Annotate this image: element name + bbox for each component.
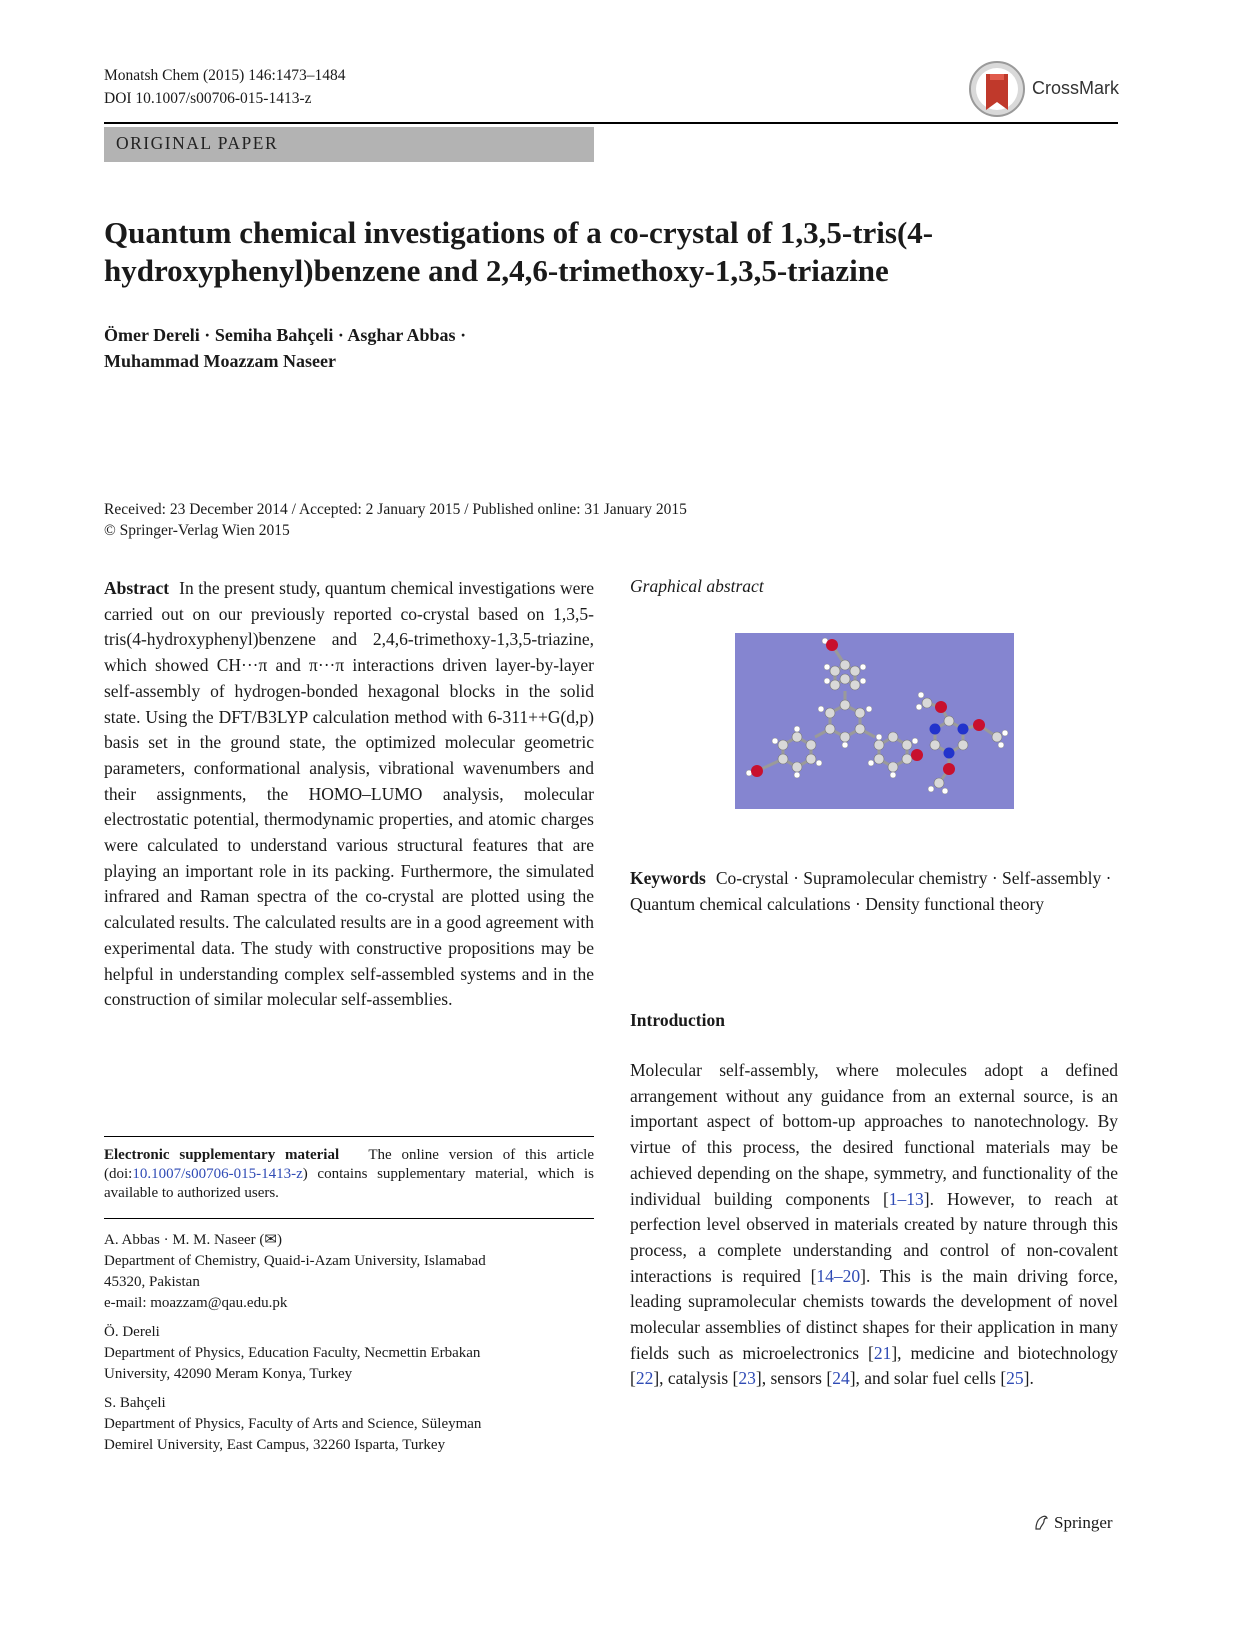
intro-text: ], medicine and biotechnology [	[630, 1342, 1118, 1389]
affiliation-block	[104, 1322, 594, 1385]
graphical-abstract-image	[735, 633, 1014, 809]
affiliation-line: Department of Physics, Faculty of Arts and Science, Süleyman	[104, 1416, 482, 1432]
citation-link[interactable]: 1–13	[888, 1188, 924, 1209]
springer-horse-icon	[1032, 1513, 1050, 1531]
publication-dates	[104, 499, 687, 541]
citation-link[interactable]: 23	[738, 1368, 756, 1389]
affiliation-line: Department of Chemistry, Quaid-i-Azam University, Islamabad	[104, 1253, 486, 1269]
intro-text: ], sensors [	[755, 1368, 833, 1389]
header-rule	[104, 122, 1118, 124]
affiliation-line: University, 42090 Meram Konya, Turkey	[104, 1366, 353, 1382]
crossmark-label: CrossMark	[1032, 78, 1120, 98]
affiliation-line: Demirel University, East Campus, 32260 Isparta, Turkey	[104, 1437, 446, 1453]
affiliation-email[interactable]: e-mail: moazzam@qau.edu.pk	[104, 1295, 288, 1311]
crossmark-icon	[968, 60, 1026, 118]
journal-citation: Monatsh Chem (2015) 146:1473–1484	[104, 67, 346, 84]
publisher-name: Springer	[1054, 1513, 1113, 1532]
intro-text: ], catalysis [	[653, 1368, 739, 1389]
doi: DOI 10.1007/s00706-015-1413-z	[104, 90, 312, 107]
esm-rule-top	[104, 1136, 594, 1137]
graphical-abstract-label: Graphical abstract	[630, 576, 764, 596]
keywords-section	[630, 866, 1118, 917]
dates-line: Received: 23 December 2014 / Accepted: 2 January 2015 / Published online: 31 January 2015	[104, 501, 687, 518]
citation-link[interactable]: 22	[635, 1368, 654, 1389]
molecule-illustration	[735, 633, 1014, 809]
article-type-bar	[104, 127, 594, 162]
paper-title: Quantum chemical investigations of a co-crystal of 1,3,5-tris(4-hydroxyphenyl)benzene and 2,4,6-trimethoxy-1,3,5-triazine	[104, 215, 934, 288]
esm-text-after: ) contains supplementary material, which is available to authorized users.	[104, 1166, 594, 1201]
journal-header	[104, 64, 346, 110]
intro-text: ]. However, to reach at perfection level observed in materials created by nature through this process, a complete understanding and control of non-covalent interactions is required [	[630, 1188, 1118, 1286]
abstract-paragraph	[104, 576, 594, 1013]
author[interactable]: Ömer Dereli	[104, 325, 200, 345]
affiliation-names: S. Bahçeli	[104, 1395, 166, 1411]
intro-text: Molecular self-assembly, where molecules adopt a defined arrangement without any guidance from an external source, is an important aspect of bottom-up approaches to nanotechnology. By virtue of this process, the desired functional materials may be achieved depending on the shape, symmetry, and functionality of the individual building components [	[630, 1060, 1118, 1209]
affiliation-block	[104, 1230, 594, 1314]
citation-link[interactable]: 21	[873, 1342, 892, 1363]
crossmark-badge[interactable]	[968, 60, 1118, 118]
abstract-text: In the present study, quantum chemical investigations were carried out on our previously reported co-crystal based on 1,3,5-tris(4-hydroxyphenyl)benzene and 2,4,6-trimethoxy-1,3,5-triazine, which showed CH···π and π···π interactions driven layer-by-layer self-assembly of hydrogen-bonded hexagonal blocks in the solid state. Using the DFT/B3LYP calculation method with 6-311++G(d,p) basis set in the ground state, the optimized molecular geometric parameters, conformational analysis, vibrational wavenumbers and their assignments, the HOMO–LUMO analysis, molecular electrostatic potential, thermodynamic properties, and atomic charges were calculated to understand various structural features that are playing an important role in its packing. Furthermore, the simulated infrared and Raman spectra of the co-crystal are plotted using the calculated results. The calculated results are in a good agreement with experimental data. The study with constructive propositions may be helpful in understanding complex self-assembled systems and in the construction of similar molecular self-assemblies.	[104, 578, 594, 1010]
keywords-heading: Keywords	[630, 868, 706, 888]
electronic-supplementary-material	[104, 1146, 594, 1203]
author[interactable]: Asghar Abbas	[347, 325, 456, 345]
article-type-label: ORIGINAL PAPER	[116, 133, 279, 153]
affiliation-line: 45320, Pakistan	[104, 1274, 200, 1290]
keywords-text: Co-crystal · Supramolecular chemistry · Self-assembly · Quantum chemical calculations · Density functional theory	[630, 868, 1112, 914]
abstract-heading: Abstract	[104, 578, 170, 598]
author[interactable]: Semiha Bahçeli	[214, 325, 334, 345]
citation-link[interactable]: 24	[832, 1368, 850, 1389]
affiliation-block	[104, 1393, 594, 1456]
copyright: © Springer-Verlag Wien 2015	[104, 522, 290, 539]
author[interactable]: Muhammad Moazzam Naseer	[104, 351, 336, 371]
introduction-paragraph	[630, 1058, 1118, 1392]
affiliation-names: Ö. Dereli	[104, 1324, 160, 1340]
citation-link[interactable]: 14–20	[816, 1265, 861, 1286]
intro-text: ], and solar fuel cells [	[849, 1368, 1007, 1389]
intro-text: ]. This is the main driving force, leading supramolecular chemists towards the development of novel molecular assemblies of distinct shapes for their application in many fields such as microelectronics [	[630, 1265, 1118, 1363]
author-list: Ömer Dereli · Semiha Bahçeli · Asghar Abbas · Muhammad Moazzam Naseer	[104, 325, 467, 371]
esm-doi-link[interactable]: 10.1007/s00706-015-1413-z	[132, 1166, 303, 1182]
publisher-logo	[1032, 1513, 1113, 1533]
introduction-heading: Introduction	[630, 1010, 725, 1030]
affiliation-names: A. Abbas · M. M. Naseer (✉)	[104, 1232, 282, 1248]
intro-text: ].	[1023, 1368, 1034, 1389]
esm-heading: Electronic supplementary material	[104, 1147, 340, 1163]
esm-rule-bottom	[104, 1218, 594, 1219]
abstract-section	[104, 576, 594, 1013]
citation-link[interactable]: 25	[1006, 1368, 1024, 1389]
esm-text-before: The online version of this article (doi:	[104, 1147, 595, 1182]
affiliation-line: Department of Physics, Education Faculty, Necmettin Erbakan	[104, 1345, 481, 1361]
